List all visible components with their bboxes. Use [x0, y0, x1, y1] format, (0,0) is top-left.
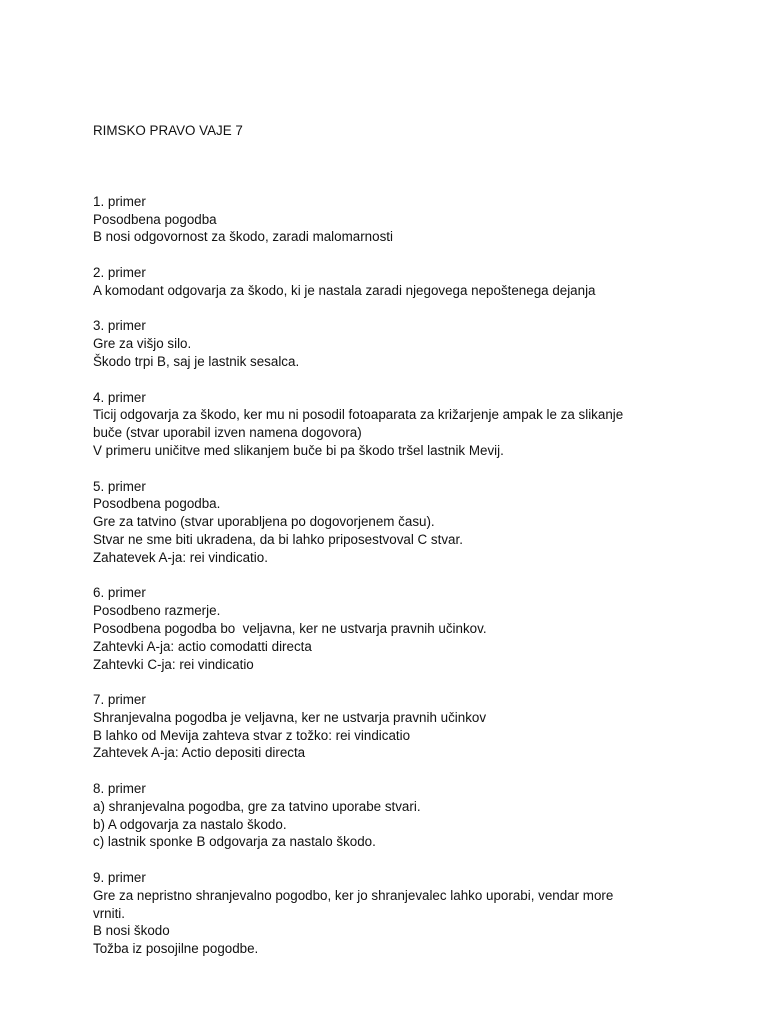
- primer-line: Posodbeno razmerje.: [93, 603, 221, 619]
- primer-heading: 3. primer: [93, 318, 146, 334]
- primer-heading: 8. primer: [93, 781, 146, 797]
- primer-line: Zahtevki C-ja: rei vindicatio: [93, 656, 254, 672]
- primer-line: Škodo trpi B, saj je lastnik sesalca.: [93, 353, 300, 369]
- primer-line: Gre za višjo silo.: [93, 336, 192, 352]
- primer-line: B nosi odgovornost za škodo, zaradi malomarnosti: [93, 229, 393, 245]
- primer-line: Zahatevek A-ja: rei vindicatio.: [93, 549, 268, 565]
- primer-section: [93, 264, 673, 300]
- primer-line: Gre za nepristno shranjevalno pogodbo, ker jo shranjevalec lahko uporabi, vendar more: [93, 887, 614, 903]
- primer-line: Tožba iz posojilne pogodbe.: [93, 941, 259, 957]
- primer-heading: 9. primer: [93, 870, 146, 886]
- primer-line: A komodant odgovarja za škodo, ki je nastala zaradi njegovega nepoštenega dejanja: [93, 282, 596, 298]
- primer-line: B lahko od Mevija zahteva stvar z tožko: rei vindicatio: [93, 727, 411, 743]
- primer-line: c) lastnik sponke B odgovarja za nastalo škodo.: [93, 834, 376, 850]
- primer-heading: 5. primer: [93, 478, 146, 494]
- primer-section: [93, 478, 673, 567]
- primer-section: [93, 584, 673, 673]
- sections-container: [93, 193, 673, 958]
- primer-line: a) shranjevalna pogodba, gre za tatvino uporabe stvari.: [93, 798, 421, 814]
- primer-line: B nosi škodo: [93, 923, 170, 939]
- primer-heading: 2. primer: [93, 264, 146, 280]
- document-title: RIMSKO PRAVO VAJE 7: [93, 122, 243, 138]
- primer-line: Ticij odgovarja za škodo, ker mu ni posodil fotoaparata za križarjenje ampak le za slikanje: [93, 407, 624, 423]
- primer-section: [93, 780, 673, 851]
- primer-line: buče (stvar uporabil izven namena dogovora): [93, 425, 362, 441]
- primer-line: Zahtevek A-ja: Actio depositi directa: [93, 745, 306, 761]
- primer-section: [93, 193, 673, 246]
- primer-heading: 7. primer: [93, 692, 146, 708]
- primer-line: b) A odgovarja za nastalo škodo.: [93, 816, 287, 832]
- primer-line: V primeru uničitve med slikanjem buče bi pa škodo tršel lastnik Mevij.: [93, 442, 504, 458]
- primer-heading: 6. primer: [93, 585, 146, 601]
- primer-heading: 4. primer: [93, 389, 146, 405]
- primer-section: [93, 389, 673, 460]
- primer-line: Zahtevki A-ja: actio comodatti directa: [93, 638, 312, 654]
- primer-line: Posodbena pogodba.: [93, 496, 221, 512]
- primer-line: Posodbena pogodba bo veljavna, ker ne ustvarja pravnih učinkov.: [93, 620, 487, 636]
- primer-line: Shranjevalna pogodba je veljavna, ker ne ustvarja pravnih učinkov: [93, 709, 487, 725]
- primer-line: Posodbena pogodba: [93, 211, 217, 227]
- primer-heading: 1. primer: [93, 193, 146, 209]
- document-body: [93, 86, 673, 1011]
- primer-section: [93, 869, 673, 958]
- primer-line: Stvar ne sme biti ukradena, da bi lahko priposestvoval C stvar.: [93, 531, 463, 547]
- primer-section: [93, 691, 673, 762]
- primer-section: [93, 317, 673, 370]
- primer-line: vrniti.: [93, 905, 125, 921]
- primer-line: Gre za tatvino (stvar uporabljena po dogovorjenem času).: [93, 514, 435, 530]
